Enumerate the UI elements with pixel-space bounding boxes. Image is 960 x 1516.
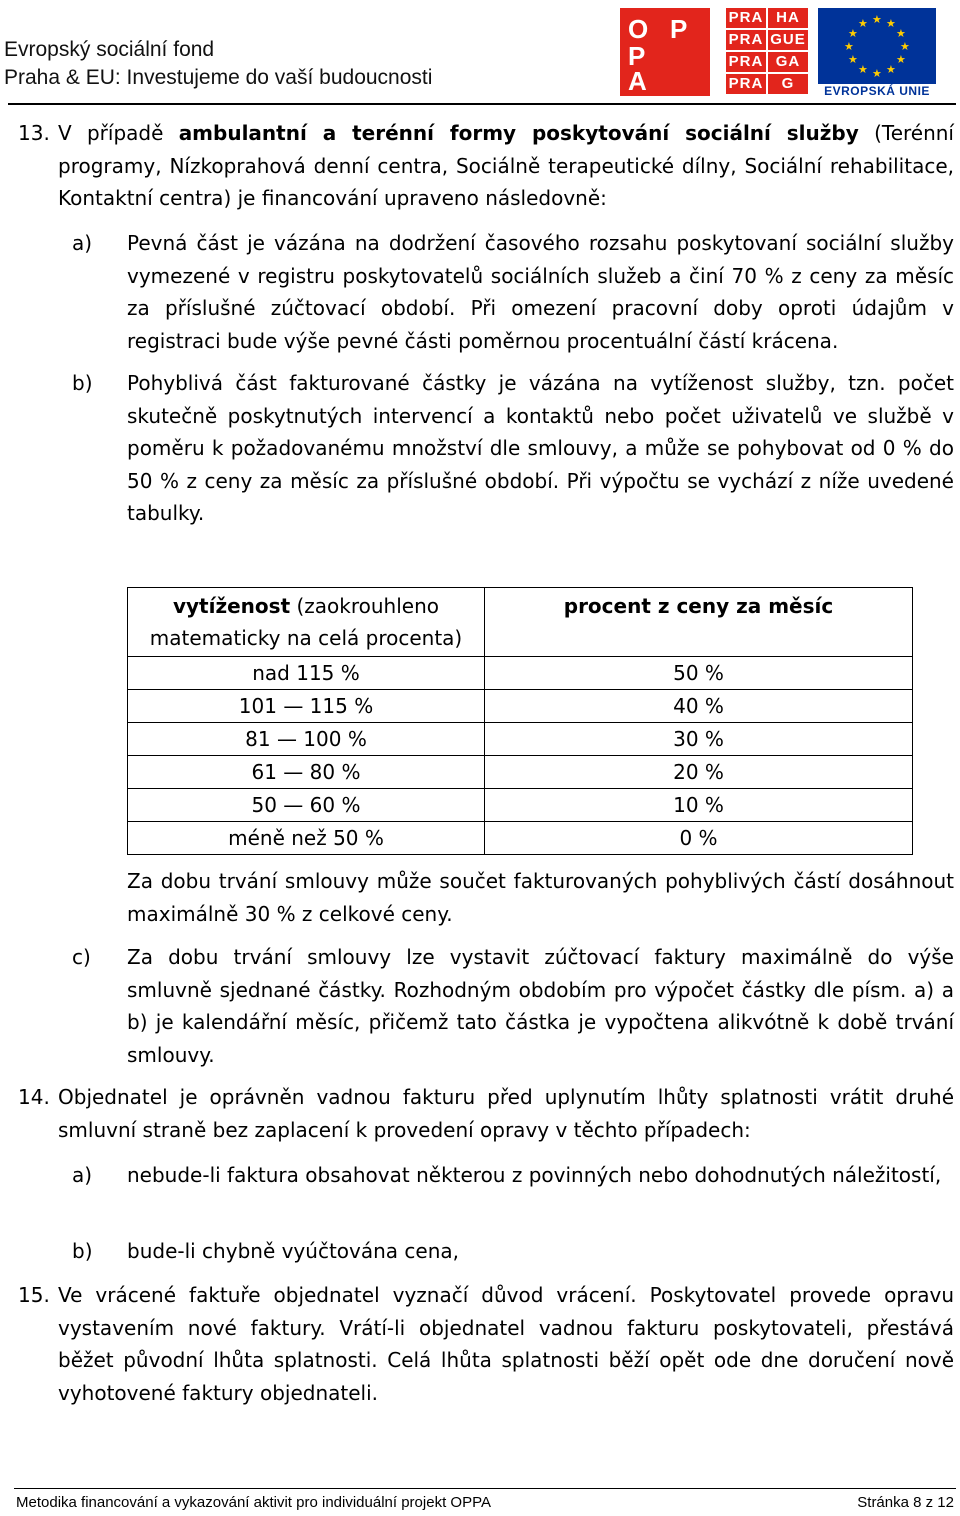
table-cell: 40 % (485, 690, 913, 723)
praha-logo-cell: GUE (768, 30, 808, 50)
table-header-utilization-rest: (zaokrouhleno matematicky na celá procenta) (149, 594, 463, 650)
header-text (4, 36, 432, 92)
table-cell: 81 — 100 % (128, 723, 485, 756)
table-row (128, 690, 913, 723)
table-cell: 50 % (485, 657, 913, 690)
table-cell: 50 — 60 % (128, 789, 485, 822)
section-13-intro-post: (Terénní programy, Nízkoprahová denní centra, Sociálně terapeutické dílny, Sociální rehabilitace, Kontaktní centra) je financování upraveno následovně: (58, 121, 954, 210)
table-row (128, 822, 913, 855)
table-cell: 30 % (485, 723, 913, 756)
header-line-2: Praha & EU: Investujeme do vaší budoucnosti (4, 66, 433, 89)
item-c-text: Za dobu trvání smlouvy lze vystavit zúčtovací faktury maximálně do výše smluvně sjednané částky. Rozhodným obdobím pro výpočet částky dle písm. a) a b) je kalendářní měsíc, přičemž tato částka je vypočtena alikvótně k době trvání smlouvy. (127, 945, 954, 1067)
item-b-text: Pohyblivá část fakturované částky je vázána na vytíženost služby, tzn. počet skutečně poskytnutých intervencí a kontaktů nebo počet uživatelů ve službě v poměru k požadovanému množství dle smlouvy, a může se pohybovat od 0 % do 50 % z ceny za měsíc za příslušné období. Při výpočtu se vychází z níže uvedené tabulky. (127, 371, 954, 525)
oppa-letter: O (628, 14, 649, 44)
table-cell: nad 115 % (128, 657, 485, 690)
praha-logo-cell: GA (768, 52, 808, 72)
section-14-number: 14. (18, 1085, 50, 1109)
eu-flag-icon: ★ ★ ★ ★ ★ ★ ★ ★ ★ ★ ★ ★ (818, 8, 936, 84)
table-row (128, 756, 913, 789)
footer-title: Metodika financování a vykazování aktivit pro individuální projekt OPPA (16, 1494, 491, 1511)
footer-divider (14, 1488, 956, 1489)
oppa-letter: P (670, 14, 688, 44)
praha-logo (726, 8, 810, 96)
table-cell: méně než 50 % (128, 822, 485, 855)
table-cell: 10 % (485, 789, 913, 822)
section-15-number: 15. (18, 1283, 50, 1307)
praha-logo-cell: PRA (726, 52, 766, 72)
section-14-item-a-label: a) (72, 1163, 93, 1187)
section-14-text: Objednatel je oprávněn vadnou fakturu před uplynutím lhůty splatnosti vrátit druhé smluvní straně bez zaplacení k provedení opravy v těchto případech: (58, 1085, 954, 1142)
page-header (0, 0, 960, 112)
section-14-item-a-text: nebude-li faktura obsahovat některou z povinných nebo dohodnutých náležitostí, (127, 1163, 942, 1187)
praha-logo-cell: PRA (726, 30, 766, 50)
oppa-letter: A (628, 66, 647, 96)
praha-logo-cell: HA (768, 8, 808, 28)
table-row (128, 789, 913, 822)
table-cell: 20 % (485, 756, 913, 789)
section-13-intro-pre: V případě (58, 121, 179, 145)
item-a-text: Pevná část je vázána na dodržení časového rozsahu poskytovaní sociální služby vymezené v registru poskytovatelů sociálních služeb a činí 70 % z ceny za měsíc za příslušné zúčtovací období. Při omezení pracovní doby oproti údajům v registraci bude výše pevné části poměrnou procentuální částí krácena. (127, 231, 954, 353)
praha-logo-cell: PRA (726, 74, 766, 94)
table-header-percent: procent z ceny za měsíc (485, 588, 913, 657)
after-table-note: Za dobu trvání smlouvy může součet fakturovaných pohyblivých částí dosáhnout maximálně 30 % z celkové ceny. (127, 869, 954, 926)
table-row (128, 723, 913, 756)
table-row (128, 657, 913, 690)
table-cell: 0 % (485, 822, 913, 855)
item-c-label: c) (72, 945, 91, 969)
oppa-logo (620, 8, 710, 96)
item-a-label: a) (72, 231, 93, 255)
item-b-label: b) (72, 371, 93, 395)
section-15-text: Ve vrácené faktuře objednatel vyznačí důvod vrácení. Poskytovatel provede opravu vystavením nové faktury. Vrátí-li objednatel vadnou fakturu poskytovateli, přestává běžet původní lhůta splatnosti. Celá lhůta splatnosti běží opět ode dne doručení nově vyhotovené faktury objednateli. (58, 1283, 954, 1405)
page-number: Stránka 8 z 12 (857, 1494, 954, 1511)
header-divider (8, 103, 956, 105)
section-13-intro (58, 117, 954, 215)
table-header-utilization (128, 588, 485, 657)
section-14-item-b-label: b) (72, 1239, 93, 1263)
eu-logo-text: EVROPSKÁ UNIE (824, 84, 930, 98)
table-header-row (128, 588, 913, 657)
table-cell: 61 — 80 % (128, 756, 485, 789)
section-14-item-b-text: bude-li chybně vyúčtována cena, (127, 1239, 459, 1263)
header-line-1: Evropský sociální fond (4, 38, 215, 61)
eu-logo (818, 8, 936, 96)
praha-logo-cell: PRA (726, 8, 766, 28)
table-cell: 101 — 115 % (128, 690, 485, 723)
utilization-table (127, 587, 913, 855)
section-13-number: 13. (18, 121, 50, 145)
table-header-utilization-bold: vytíženost (172, 594, 291, 618)
praha-logo-cell: G (768, 74, 808, 94)
section-13-intro-bold: ambulantní a terénní formy poskytování sociální služby (178, 121, 859, 145)
oppa-letter: P (628, 41, 646, 71)
